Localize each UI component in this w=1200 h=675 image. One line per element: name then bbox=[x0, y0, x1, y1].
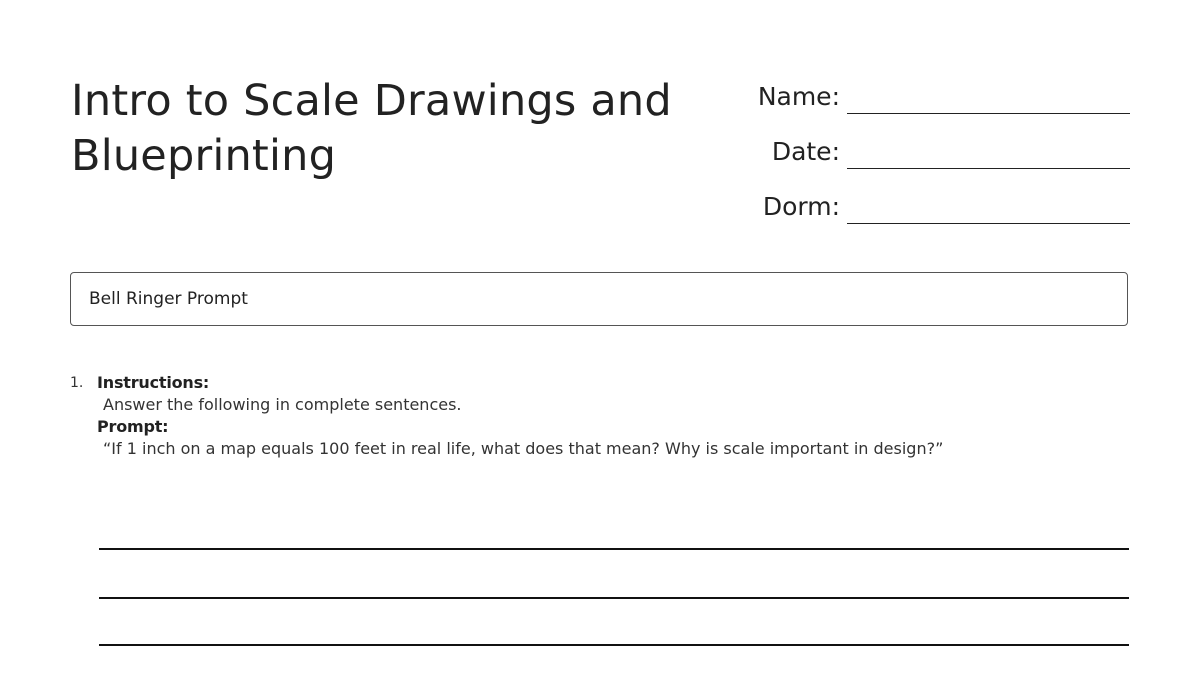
item-body bbox=[97, 373, 1140, 461]
question-item bbox=[70, 373, 1140, 461]
item-number: 1. bbox=[70, 375, 84, 391]
answer-line[interactable] bbox=[99, 548, 1129, 550]
instructions-text: Answer the following in complete sentences. bbox=[103, 395, 462, 414]
name-field[interactable] bbox=[700, 78, 1130, 118]
prompt-heading: Prompt: bbox=[97, 417, 169, 436]
date-field[interactable] bbox=[700, 118, 1130, 173]
date-blank-line[interactable] bbox=[847, 138, 1130, 169]
dorm-field[interactable] bbox=[700, 173, 1130, 228]
prompt-text: “If 1 inch on a map equals 100 feet in real life, what does that mean? Why is scale important in design?” bbox=[103, 439, 944, 458]
dorm-label: Dorm: bbox=[762, 192, 840, 221]
answer-line[interactable] bbox=[99, 644, 1129, 646]
bell-ringer-box bbox=[70, 272, 1128, 326]
bell-ringer-label: Bell Ringer Prompt bbox=[89, 289, 248, 309]
student-info-fields bbox=[700, 78, 1130, 228]
instructions-heading: Instructions: bbox=[97, 373, 210, 392]
page-title: Intro to Scale Drawings and Blueprinting bbox=[71, 76, 672, 181]
name-blank-line[interactable] bbox=[847, 83, 1130, 114]
name-label: Name: bbox=[757, 82, 840, 111]
answer-line[interactable] bbox=[99, 597, 1129, 599]
dorm-blank-line[interactable] bbox=[847, 193, 1130, 224]
date-label: Date: bbox=[771, 137, 840, 166]
